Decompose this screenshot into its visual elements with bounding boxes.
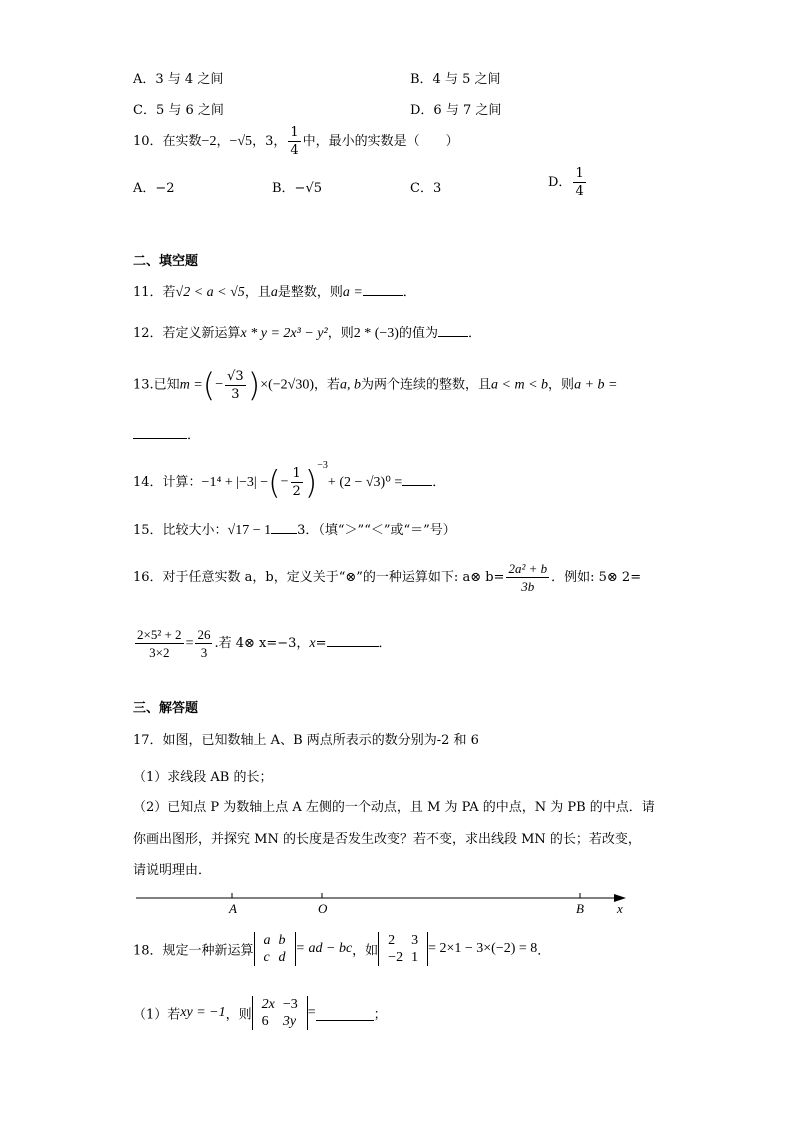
q16-line1: 16．对于任意实数 a，b，定义关于“⊗”的一种运算如下: a⊗ b= $\frac{\text{2a² + b}}{3b}$ ．例如: 5⊗ 2= <box>133 561 642 594</box>
q17-part1: （1）求线段 AB 的长； <box>133 770 273 785</box>
q17-part2-line2: 你画出图形，并探究 MN 的长度是否发生改变？若不变，求出线段 MN 的长；若改变， <box>133 832 641 847</box>
q12: 12．若定义新运算x * y = 2x³ − y²，则2 * (−3)的值为 ． <box>133 322 481 342</box>
label-x: x <box>617 901 623 916</box>
number-line <box>130 888 640 918</box>
q9-option-b: B．4 与 5 之间 <box>410 72 501 87</box>
q10-option-a: A．−2 <box>133 181 175 196</box>
q18-stem: 18．规定一种新运算 a b c d = ad − bc，如 2 3 −2 1 = 2×1 − 3×(−2) = 8． <box>133 933 551 965</box>
q13-answer-line: ． <box>133 424 200 443</box>
q10-stem: 10．在实数−2，−√5，3， $\frac{1}{4}$ 中，最小的实数是（ ） <box>133 125 459 158</box>
q9-option-d: D．6 与 7 之间 <box>410 103 502 118</box>
q10-option-d: D． $\frac{1}{4}$ <box>548 166 584 199</box>
q12-answer-blank[interactable] <box>438 322 468 337</box>
q17-part2-line3: 请说明理由． <box>133 863 212 878</box>
q14: 14．计算：−1⁴ + |−3| −(− $\frac{1}{2}$ )$^{-3}$+ (2 − √3)⁰ = ． <box>133 460 446 502</box>
q13: 13.已知m =(− $\frac{√3}{3}$ )×(−2√30)，若a, b为两个连续的整数，且a < m < b，则a + b = <box>133 366 618 404</box>
q10-frac-den: 4 <box>290 143 299 158</box>
q10-option-c: C．3 <box>410 181 442 196</box>
q16-answer-blank[interactable] <box>327 632 379 647</box>
q14-answer-blank[interactable] <box>402 471 432 486</box>
q11-answer-blank[interactable] <box>363 281 403 296</box>
det-example: 2 3 −2 1 <box>378 932 428 966</box>
q17-part2-line1: （2）已知点 P 为数轴上点 A 左侧的一个动点，且 M 为 PA 的中点，N 为 PB 的中点．请 <box>133 800 655 815</box>
q15-answer-blank[interactable] <box>271 519 297 534</box>
q13-answer-blank[interactable] <box>133 424 187 439</box>
section-fill-in-heading: 二、填空题 <box>133 254 199 269</box>
q15: 15．比较大小：√17 − 1 3．（填“＞”“＜”或“＝”号） <box>133 519 456 539</box>
q10-frac-num: 1 <box>290 125 299 140</box>
section-answer-heading: 三、解答题 <box>133 701 199 716</box>
q10-option-b: B．−√5 <box>272 181 323 196</box>
label-o: O <box>318 901 328 916</box>
q17-stem: 17．如图，已知数轴上 A、B 两点所表示的数分别为-2 和 6 <box>133 733 479 748</box>
label-b: B <box>576 901 584 916</box>
q11: 11．若√2 < a < √5，且a是整数，则a = ． <box>133 281 416 301</box>
det-xy: 2x −3 6 3y <box>252 996 308 1030</box>
q18-part1: （1）若xy = −1，则 2x −3 6 3y = ； <box>133 997 387 1029</box>
det-abcd: a b c d <box>254 932 296 966</box>
q9-option-a: A．3 与 4 之间 <box>133 72 224 87</box>
label-a: A <box>229 901 237 916</box>
q9-option-c: C．5 与 6 之间 <box>133 103 224 118</box>
q16-line2: $\frac{\text{2×5² + 2}}{3\times 2}$ = $\frac{26}{3}$ .若 4⊗ x=−3，x= ． <box>137 627 392 660</box>
q18-answer-blank[interactable] <box>316 1006 374 1021</box>
